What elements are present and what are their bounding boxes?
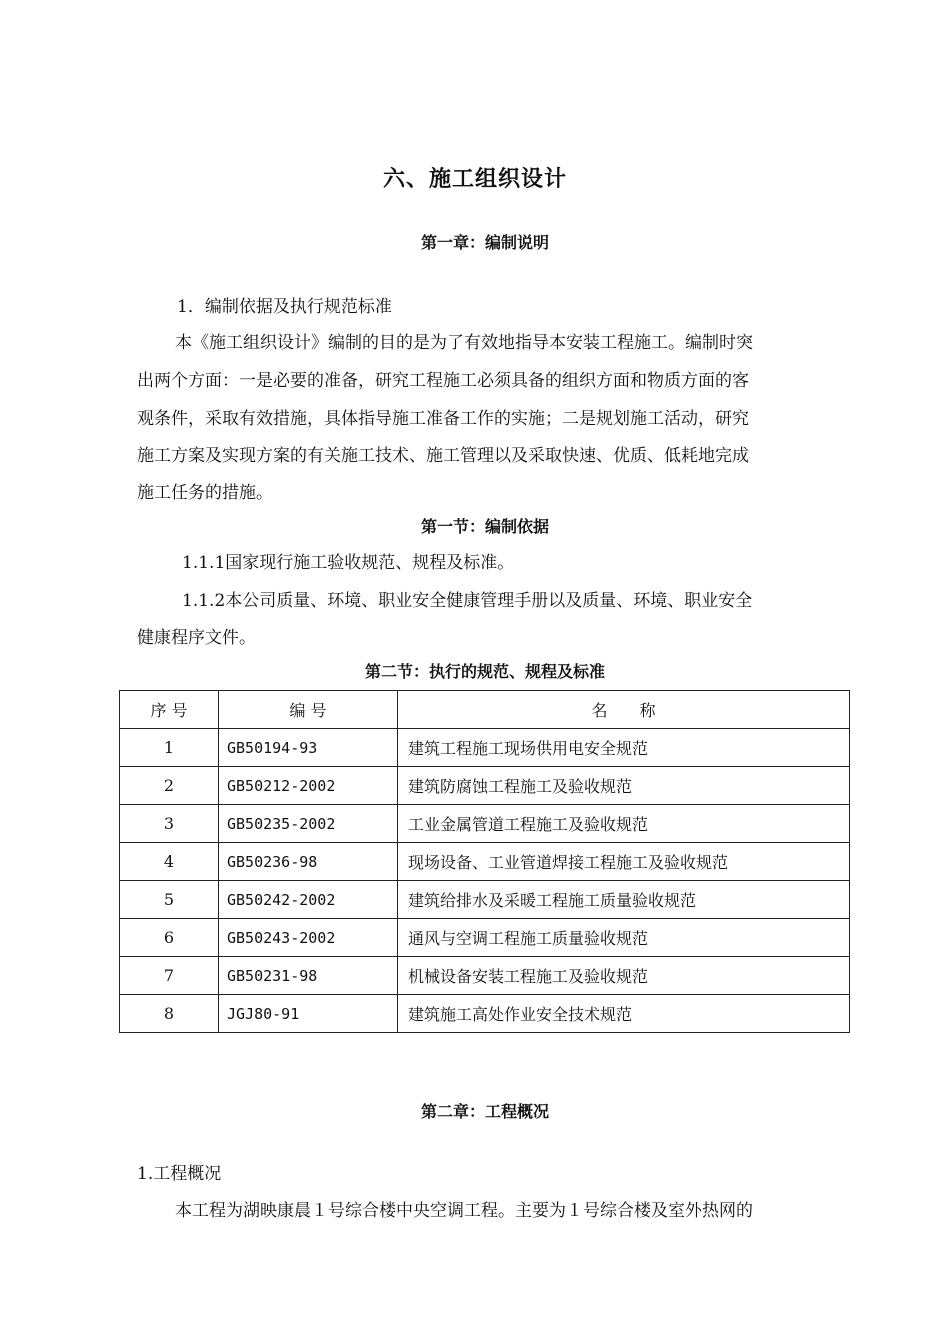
clause-1-1-1: 1.1.1国家现行施工验收规范、规程及标准。 <box>182 553 515 573</box>
row-code: GB50194-93 <box>219 729 398 767</box>
row-name: 建筑施工高处作业安全技术规范 <box>398 995 850 1033</box>
header-no: 序 号 <box>120 691 219 729</box>
intro-line-5: 施工任务的措施。 <box>137 483 273 503</box>
clause-1-1-2-line-2: 健康程序文件。 <box>137 628 256 648</box>
section-2-heading: 第二节：执行的规范、规程及标准 <box>364 662 605 681</box>
document-title: 六、施工组织设计 <box>382 167 567 192</box>
row-no: 1 <box>120 729 219 767</box>
table-row <box>120 729 850 767</box>
table-row <box>120 995 850 1033</box>
table-row <box>120 957 850 995</box>
intro-line-1: 本《施工组织设计》编制的目的是为了有效地指导本安装工程施工。编制时突 <box>175 333 753 353</box>
table-row <box>120 767 850 805</box>
row-no: 3 <box>120 805 219 843</box>
row-no: 5 <box>120 881 219 919</box>
row-code: GB50243-2002 <box>219 919 398 957</box>
chapter-1-heading: 第一章：编制说明 <box>420 233 549 252</box>
intro-line-2: 出两个方面：一是必要的准备，研究工程施工必须具备的组织方面和物质方面的客 <box>137 371 749 391</box>
table-row <box>120 843 850 881</box>
row-name: 建筑防腐蚀工程施工及验收规范 <box>398 767 850 805</box>
row-code: GB50231-98 <box>219 957 398 995</box>
standards-table <box>119 690 850 1033</box>
item-1-heading: 1．编制依据及执行规范标准 <box>177 297 392 317</box>
overview-heading: 1.工程概况 <box>137 1164 222 1184</box>
row-name: 建筑工程施工现场供用电安全规范 <box>398 729 850 767</box>
intro-line-4: 施工方案及实现方案的有关施工技术、施工管理以及采取快速、优质、低耗地完成 <box>137 446 749 466</box>
row-no: 6 <box>120 919 219 957</box>
table-row <box>120 805 850 843</box>
overview-line-1: 本工程为湖映康晨１号综合楼中央空调工程。主要为１号综合楼及室外热网的 <box>175 1201 753 1221</box>
header-name: 名 称 <box>398 691 850 729</box>
row-name: 现场设备、工业管道焊接工程施工及验收规范 <box>398 843 850 881</box>
row-name: 机械设备安装工程施工及验收规范 <box>398 957 850 995</box>
table-row <box>120 919 850 957</box>
chapter-2-heading: 第二章：工程概况 <box>420 1102 549 1121</box>
row-name: 通风与空调工程施工质量验收规范 <box>398 919 850 957</box>
row-code: GB50212-2002 <box>219 767 398 805</box>
row-code: JGJ80-91 <box>219 995 398 1033</box>
header-code: 编 号 <box>219 691 398 729</box>
row-no: 2 <box>120 767 219 805</box>
row-code: GB50242-2002 <box>219 881 398 919</box>
row-code: GB50235-2002 <box>219 805 398 843</box>
row-name: 建筑给排水及采暖工程施工质量验收规范 <box>398 881 850 919</box>
table-header-row <box>120 691 850 729</box>
intro-line-3: 观条件，采取有效措施，具体指导施工准备工作的实施；二是规划施工活动，研究 <box>137 409 749 429</box>
table-row <box>120 881 850 919</box>
row-no: 7 <box>120 957 219 995</box>
row-code: GB50236-98 <box>219 843 398 881</box>
row-name: 工业金属管道工程施工及验收规范 <box>398 805 850 843</box>
section-1-heading: 第一节：编制依据 <box>420 517 549 536</box>
clause-1-1-2-line-1: 1.1.2本公司质量、环境、职业安全健康管理手册以及质量、环境、职业安全 <box>182 591 753 611</box>
row-no: 4 <box>120 843 219 881</box>
row-no: 8 <box>120 995 219 1033</box>
